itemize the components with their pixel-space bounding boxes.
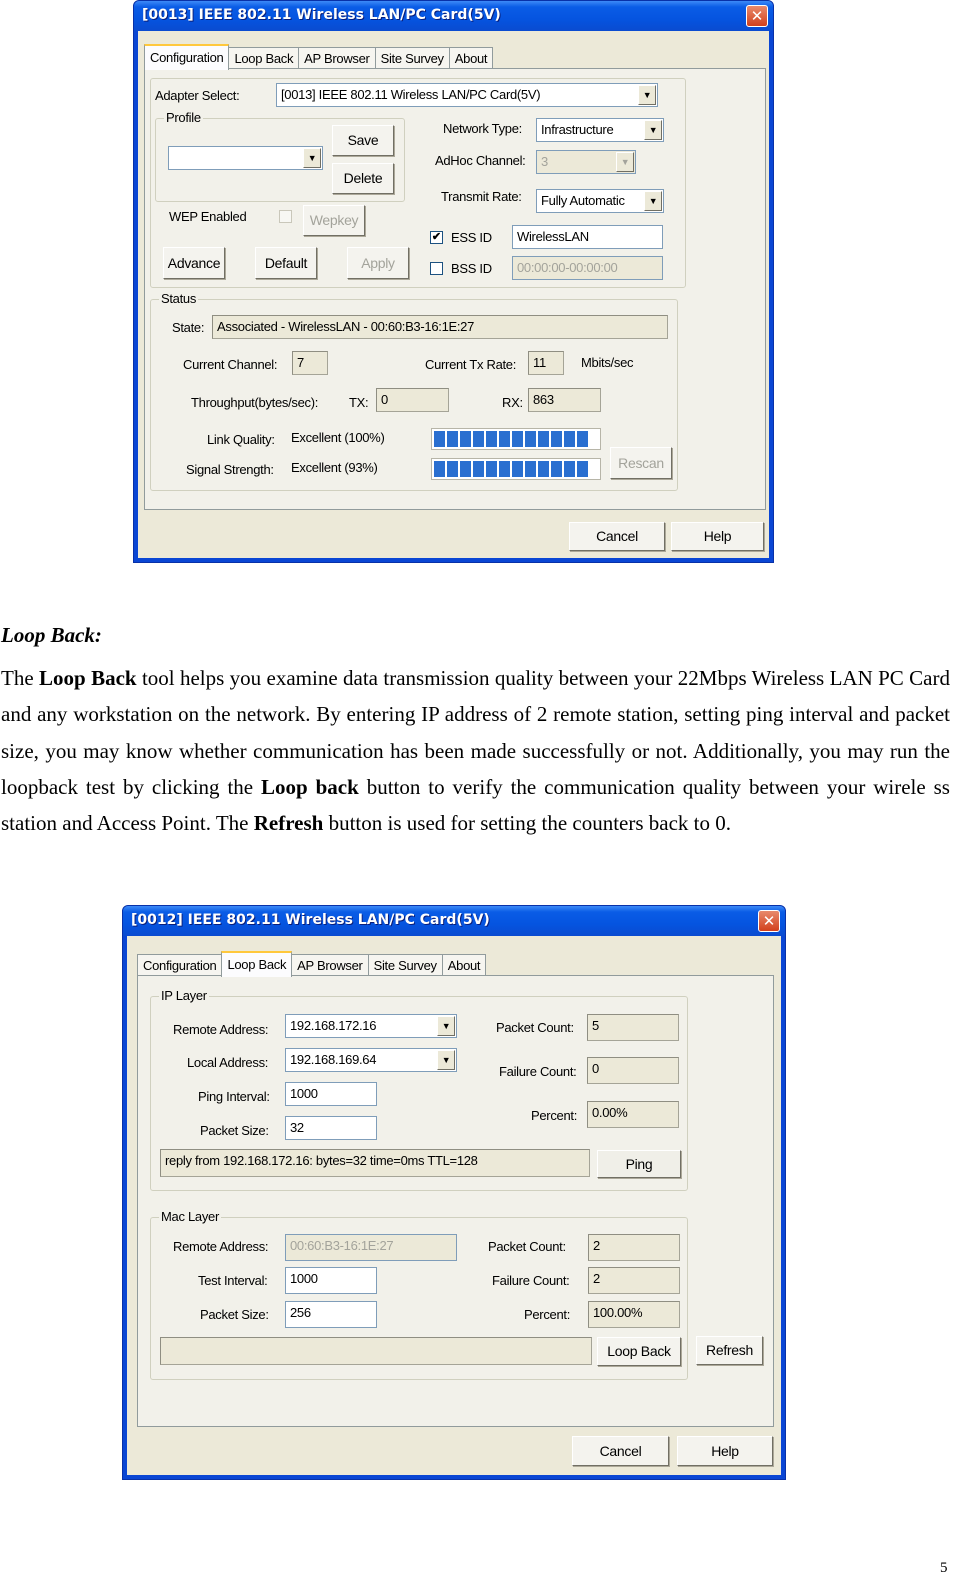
section-heading: Loop Back: bbox=[1, 623, 102, 647]
chevron-down-icon[interactable]: ▼ bbox=[644, 120, 662, 140]
loopback-result-output bbox=[160, 1337, 592, 1365]
tab-loop-back[interactable]: Loop Back bbox=[228, 47, 299, 69]
chevron-down-icon[interactable]: ▼ bbox=[437, 1016, 455, 1036]
adhoc-channel-label: AdHoc Channel: bbox=[435, 153, 526, 168]
help-button[interactable]: Help bbox=[671, 522, 764, 551]
meter-segment bbox=[525, 461, 536, 477]
state-label: State: bbox=[172, 320, 205, 335]
config-group bbox=[150, 78, 686, 288]
tab-site-survey[interactable]: Site Survey bbox=[368, 954, 443, 976]
meter-segment bbox=[460, 431, 471, 447]
rx-label: RX: bbox=[502, 395, 523, 410]
ping-interval-input[interactable]: 1000 bbox=[285, 1082, 377, 1106]
packet-size-input[interactable]: 32 bbox=[285, 1116, 377, 1140]
signal-strength-value: Excellent (93%) bbox=[291, 460, 378, 475]
chevron-down-icon[interactable]: ▼ bbox=[644, 191, 662, 211]
tab-strip bbox=[144, 45, 492, 69]
packet-count-value: 5 bbox=[587, 1014, 679, 1041]
loopback-panel bbox=[137, 975, 774, 1427]
mac-percent-value: 100.00% bbox=[588, 1301, 680, 1328]
failure-count-value: 0 bbox=[587, 1057, 679, 1084]
mac-layer-legend: Mac Layer bbox=[161, 1209, 219, 1224]
loop-back-button[interactable]: Loop Back bbox=[597, 1337, 681, 1366]
current-tx-rate-label: Current Tx Rate: bbox=[425, 357, 517, 372]
close-x-icon[interactable]: ✕ bbox=[746, 5, 768, 27]
configuration-panel bbox=[144, 68, 766, 510]
default-button[interactable]: Default bbox=[255, 247, 317, 279]
link-quality-value: Excellent (100%) bbox=[291, 430, 385, 445]
tab-strip bbox=[137, 952, 485, 976]
current-channel-value: 7 bbox=[292, 351, 328, 375]
chevron-down-icon[interactable]: ▼ bbox=[638, 85, 656, 105]
help-button[interactable]: Help bbox=[677, 1436, 773, 1466]
meter-segment bbox=[512, 431, 523, 447]
tab-ap-browser[interactable]: AP Browser bbox=[291, 954, 368, 976]
packet-size-label: Packet Size: bbox=[200, 1123, 269, 1138]
meter-segment bbox=[564, 431, 575, 447]
meter-segment bbox=[512, 461, 523, 477]
mac-packet-count-value: 2 bbox=[588, 1234, 680, 1261]
link-quality-meter bbox=[431, 428, 601, 450]
throughput-label: Throughput(bytes/sec): bbox=[191, 395, 319, 410]
meter-segment bbox=[460, 461, 471, 477]
loopback-dialog bbox=[122, 905, 786, 1480]
meter-segment bbox=[486, 461, 497, 477]
bss-id-input[interactable]: 00:00:00-00:00:00 bbox=[512, 256, 663, 280]
percent-label: Percent: bbox=[531, 1108, 578, 1123]
ping-reply-output: reply from 192.168.172.16: bytes=32 time=0ms TTL=128 bbox=[160, 1149, 590, 1177]
current-tx-rate-value: 11 bbox=[528, 351, 564, 375]
rx-value: 863 bbox=[528, 388, 601, 412]
ess-id-checkbox[interactable]: ✔ bbox=[431, 231, 442, 243]
tab-configuration[interactable]: Configuration bbox=[144, 44, 229, 70]
current-channel-label: Current Channel: bbox=[183, 357, 278, 372]
dialog-client bbox=[127, 936, 781, 1475]
mac-remote-address-label: Remote Address: bbox=[173, 1239, 269, 1254]
ip-layer-legend: IP Layer bbox=[161, 988, 207, 1003]
network-type-dropdown[interactable]: Infrastructure ▼ bbox=[536, 118, 664, 142]
signal-strength-label: Signal Strength: bbox=[186, 462, 274, 477]
ess-id-label: ESS ID bbox=[451, 230, 492, 245]
tab-site-survey[interactable]: Site Survey bbox=[375, 47, 450, 69]
network-type-label: Network Type: bbox=[443, 121, 522, 136]
status-legend: Status bbox=[161, 291, 197, 306]
tx-label: TX: bbox=[349, 395, 369, 410]
tx-value: 0 bbox=[376, 388, 449, 412]
mac-layer-group bbox=[150, 1209, 688, 1380]
meter-segment bbox=[538, 461, 549, 477]
adapter-select-dropdown[interactable]: [0013] IEEE 802.11 Wireless LAN/PC Card(5V) ▼ bbox=[276, 83, 658, 107]
test-interval-input[interactable]: 1000 bbox=[285, 1267, 377, 1294]
delete-button[interactable]: Delete bbox=[332, 163, 394, 194]
ping-button[interactable]: Ping bbox=[597, 1150, 681, 1178]
meter-segment bbox=[486, 431, 497, 447]
tx-rate-unit: Mbits/sec bbox=[581, 355, 634, 370]
bss-id-label: BSS ID bbox=[451, 261, 492, 276]
adapter-select-label: Adapter Select: bbox=[155, 88, 240, 103]
window-title: [0012] IEEE 802.11 Wireless LAN/PC Card(5V) bbox=[131, 912, 490, 928]
page-number: 5 bbox=[940, 1560, 948, 1576]
adhoc-channel-dropdown[interactable]: 3 ▼ bbox=[536, 150, 636, 174]
dialog-client bbox=[138, 31, 769, 558]
profile-group bbox=[155, 110, 405, 202]
percent-value: 0.00% bbox=[587, 1101, 679, 1128]
meter-segment bbox=[447, 431, 458, 447]
tab-about[interactable]: About bbox=[449, 47, 493, 69]
meter-segment bbox=[551, 431, 562, 447]
ess-id-input[interactable]: WirelessLAN bbox=[512, 225, 663, 249]
save-button[interactable]: Save bbox=[332, 125, 394, 156]
state-value: Associated - WirelessLAN - 00:60:B3-16:1E:27 bbox=[212, 315, 668, 339]
meter-segment bbox=[434, 431, 445, 447]
transmit-rate-label: Transmit Rate: bbox=[441, 189, 522, 204]
chevron-down-icon[interactable]: ▼ bbox=[616, 152, 634, 172]
transmit-rate-dropdown[interactable]: Fully Automatic ▼ bbox=[536, 189, 664, 213]
failure-count-label: Failure Count: bbox=[499, 1064, 577, 1079]
wep-enabled-label: WEP Enabled bbox=[169, 209, 247, 224]
local-address-label: Local Address: bbox=[187, 1055, 269, 1070]
cancel-button[interactable]: Cancel bbox=[572, 1436, 669, 1466]
meter-segment bbox=[564, 461, 575, 477]
profile-dropdown[interactable] bbox=[168, 146, 323, 170]
title-bar[interactable] bbox=[134, 1, 773, 31]
rescan-button[interactable]: Rescan bbox=[610, 447, 672, 479]
tab-configuration[interactable]: Configuration bbox=[137, 954, 222, 976]
status-group bbox=[150, 291, 678, 491]
meter-segment bbox=[473, 461, 484, 477]
link-quality-label: Link Quality: bbox=[207, 432, 275, 447]
chevron-down-icon[interactable]: ▼ bbox=[437, 1050, 455, 1070]
tab-about[interactable]: About bbox=[442, 954, 486, 976]
meter-segment bbox=[473, 431, 484, 447]
meter-segment bbox=[551, 461, 562, 477]
meter-segment bbox=[434, 461, 445, 477]
mac-failure-count-value: 2 bbox=[588, 1267, 680, 1294]
profile-legend: Profile bbox=[166, 110, 201, 125]
title-bar[interactable] bbox=[123, 906, 785, 936]
remote-address-dropdown[interactable]: 192.168.172.16 ▼ bbox=[285, 1014, 457, 1038]
packet-count-label: Packet Count: bbox=[496, 1020, 574, 1035]
apply-button[interactable]: Apply bbox=[347, 247, 409, 279]
wep-enabled-checkbox[interactable] bbox=[279, 210, 292, 223]
mac-packet-size-input[interactable]: 256 bbox=[285, 1301, 377, 1328]
tab-ap-browser[interactable]: AP Browser bbox=[298, 47, 375, 69]
ip-layer-group bbox=[150, 988, 688, 1191]
section-paragraph: The Loop Back tool helps you examine data transmission quality between your 22Mbps Wireless LAN PC Card and any workstation on the network. By entering IP address of 2 remote station, setting ping interval and packet size, you may know whether communication has been made successfully or not. Additionally, you may run the loopback test by clicking the Loop back button to verify the communication quality between your wirele ss station and Access Point. The Refresh button is used for setting the counters back to 0. bbox=[1, 666, 950, 836]
ping-interval-label: Ping Interval: bbox=[198, 1089, 270, 1104]
window-title: [0013] IEEE 802.11 Wireless LAN/PC Card(5V) bbox=[142, 7, 501, 23]
mac-packet-size-label: Packet Size: bbox=[200, 1307, 269, 1322]
local-address-dropdown[interactable]: 192.168.169.64 ▼ bbox=[285, 1048, 457, 1072]
signal-strength-meter bbox=[431, 458, 601, 480]
mac-percent-label: Percent: bbox=[524, 1307, 571, 1322]
meter-segment bbox=[538, 431, 549, 447]
meter-segment bbox=[499, 461, 510, 477]
refresh-button[interactable]: Refresh bbox=[696, 1336, 763, 1365]
meter-segment bbox=[577, 431, 588, 447]
config-dialog bbox=[133, 0, 774, 563]
meter-segment bbox=[499, 431, 510, 447]
bss-id-checkbox[interactable] bbox=[430, 262, 443, 275]
mac-packet-count-label: Packet Count: bbox=[488, 1239, 566, 1254]
test-interval-label: Test Interval: bbox=[198, 1273, 268, 1288]
mac-failure-count-label: Failure Count: bbox=[492, 1273, 570, 1288]
wepkey-button[interactable]: Wepkey bbox=[303, 205, 365, 236]
cancel-button[interactable]: Cancel bbox=[569, 522, 665, 551]
mac-remote-address-input[interactable]: 00:60:B3-16:1E:27 bbox=[285, 1234, 457, 1261]
meter-segment bbox=[447, 461, 458, 477]
meter-segment bbox=[525, 431, 536, 447]
close-x-icon[interactable]: ✕ bbox=[758, 910, 780, 932]
advance-button[interactable]: Advance bbox=[163, 247, 225, 279]
chevron-down-icon[interactable]: ▼ bbox=[303, 148, 321, 168]
meter-segment bbox=[577, 461, 588, 477]
tab-loop-back[interactable]: Loop Back bbox=[221, 951, 292, 977]
remote-address-label: Remote Address: bbox=[173, 1022, 269, 1037]
